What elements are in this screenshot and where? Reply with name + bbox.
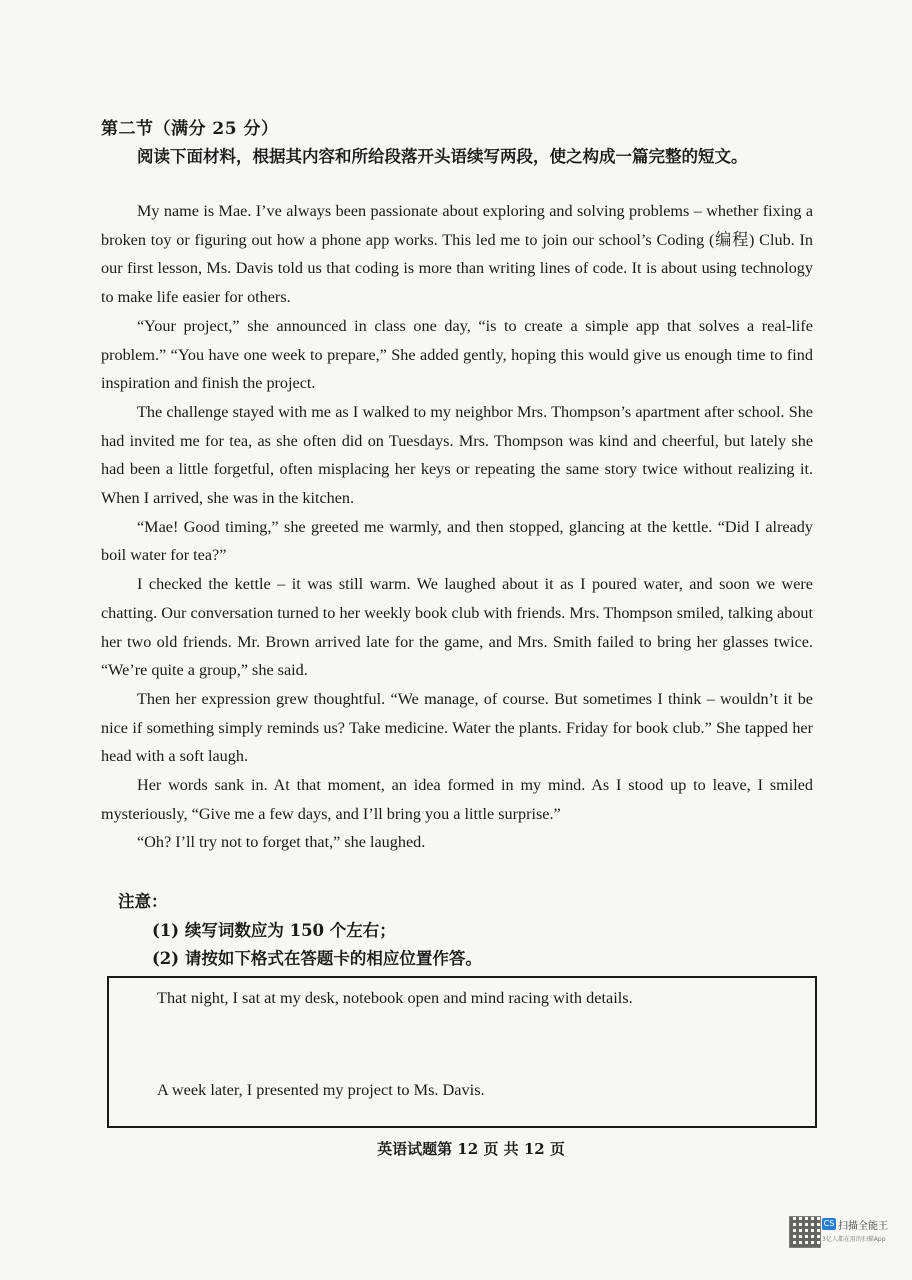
page-footer: 英语试题第 12 页 共 12 页 [377,1140,565,1158]
note-item-word-count: (1) 续写词数应为 150 个左右； [152,921,396,940]
story-paragraph: “Your project,” she announced in class one day, “is to create a simple app that solves a real-life problem.” “You have one week to prepare,” She added gently, hoping this would give us enough time to find inspiration and finish the project. [101,316,813,393]
story-paragraph: Her words sank in. At that moment, an idea formed in my mind. As I stood up to leave, I smiled mysteriously, “Give me a few days, and I’ll bring you a little surprise.” [101,776,813,823]
story-paragraph: “Mae! Good timing,” she greeted me warmly, and then stopped, glancing at the kettle. “Did I already boil water for tea?” [101,517,813,565]
scanner-tagline: 3亿人都在用的扫描App [822,1236,886,1243]
paragraph-opening-1: That night, I sat at my desk, notebook open and mind racing with details. [157,988,633,1007]
section-title: 第二节（满分 25 分） [101,119,279,139]
section-instruction: 阅读下面材料，根据其内容和所给段落开头语续写两段，使之构成一篇完整的短文。 [137,147,748,166]
story-paragraph: “Oh? I’ll try not to forget that,” she laughed. [137,833,426,852]
note-item-answer-format: (2) 请按如下格式在答题卡的相应位置作答。 [152,949,482,968]
scanner-watermark [789,1216,888,1250]
paragraph-opening-2: A week later, I presented my project to Ms. Davis. [157,1080,485,1099]
camscanner-logo-icon: CS [823,1219,835,1228]
scanner-app-name: 扫描全能王 [838,1221,888,1232]
story-paragraph: My name is Mae. I’ve always been passionate about exploring and solving problems – whether fixing a broken toy or figuring out how a phone app works. This led me to join our school’s Coding (编程) Club. In our first lesson, Ms. Davis told us that coding is more than writing lines of code. It is about using technology to make life easier for others. [101,202,813,307]
story-paragraph: The challenge stayed with me as I walked to my neighbor Mrs. Thompson’s apartment after school. She had invited me for tea, as she often did on Tuesdays. Mrs. Thompson was kind and cheerful, but lately she had been a little forgetful, often misplacing her keys or repeating the same story twice without realizing it. When I arrived, she was in the kitchen. [101,402,813,508]
story-paragraph: I checked the kettle – it was still warm. We laughed about it as I poured water, and soon we were chatting. Our conversation turned to her weekly book club with friends. Mrs. Thompson smiled, talking about her two old friends. Mr. Brown arrived late for the game, and Mrs. Smith failed to bring her glasses twice. “We’re quite a group,” she said. [101,575,813,680]
notes-title: 注意： [118,892,168,911]
qr-code-icon [789,1216,821,1248]
story-paragraph: Then her expression grew thoughtful. “We manage, of course. But sometimes I think – wouldn’t it be nice if something simply reminds us? Take medicine. Water the plants. Friday for book club.” She tapped her head with a soft laugh. [101,689,813,766]
reading-passage [101,197,813,857]
answer-box [107,976,817,1128]
